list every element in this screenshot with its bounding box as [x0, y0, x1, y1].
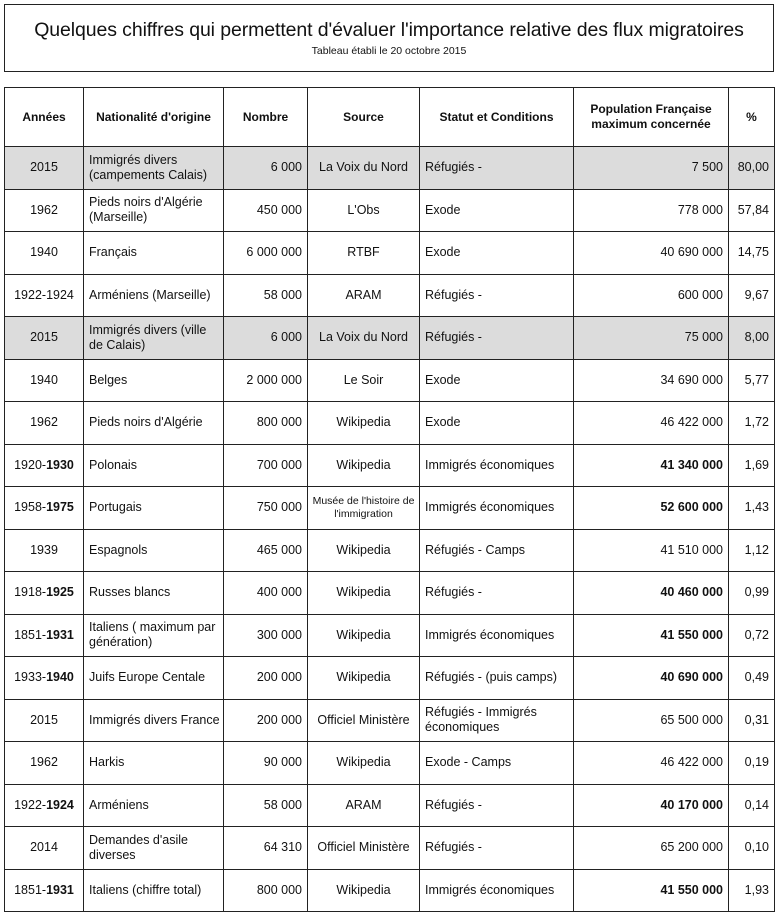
- cell-number: [224, 402, 308, 445]
- cell-population: [574, 232, 729, 275]
- table-header-row: [5, 88, 775, 147]
- cell-number: [224, 657, 308, 700]
- cell-number: [224, 147, 308, 190]
- table-row: [5, 657, 775, 700]
- cell-number: [224, 274, 308, 317]
- cell-source: [308, 529, 420, 572]
- cell-year: [5, 784, 84, 827]
- cell-year-start: 1962: [30, 755, 58, 770]
- cell-percent: [729, 869, 775, 912]
- table-row: [5, 742, 775, 785]
- cell-percent-text: 1,12: [744, 542, 769, 557]
- cell-number: [224, 784, 308, 827]
- cell-nationality: [84, 657, 224, 700]
- cell-status: [420, 232, 574, 275]
- cell-population-text: 46 422 000: [660, 755, 723, 770]
- cell-percent-text: 0,31: [744, 712, 769, 727]
- cell-nationality: [84, 274, 224, 317]
- cell-percent: [729, 189, 775, 232]
- cell-status: [420, 317, 574, 360]
- cell-source: [308, 827, 420, 870]
- table-row: [5, 614, 775, 657]
- cell-population-text: 65 500 000: [660, 712, 723, 727]
- cell-percent-text: 9,67: [744, 287, 769, 302]
- cell-status-text: Immigrés économiques: [425, 882, 555, 897]
- cell-population: [574, 359, 729, 402]
- cell-year: [5, 359, 84, 402]
- cell-population: [574, 784, 729, 827]
- table-row: [5, 869, 775, 912]
- cell-population: [574, 274, 729, 317]
- cell-source-text: Le Soir: [343, 372, 384, 387]
- cell-year-start: 1962: [30, 415, 58, 430]
- cell-percent: [729, 784, 775, 827]
- cell-percent-text: 1,72: [744, 415, 769, 430]
- cell-number-text: 465 000: [256, 542, 302, 557]
- cell-population-text: 65 200 000: [660, 840, 723, 855]
- cell-number: [224, 614, 308, 657]
- cell-source: [308, 359, 420, 402]
- cell-year: [5, 529, 84, 572]
- cell-nationality-text: Russes blancs: [89, 585, 171, 600]
- cell-year-end: 1931: [46, 627, 74, 642]
- cell-status: [420, 189, 574, 232]
- cell-nationality: [84, 529, 224, 572]
- cell-percent: [729, 359, 775, 402]
- table-row: [5, 827, 775, 870]
- cell-status: [420, 274, 574, 317]
- cell-number-text: 2 000 000: [246, 372, 302, 387]
- cell-number-text: 6 000 000: [246, 245, 302, 260]
- cell-population-text: 40 460 000: [660, 585, 723, 600]
- table-row: [5, 232, 775, 275]
- cell-nationality-text: Pieds noirs d'Algérie (Marseille): [89, 195, 203, 225]
- cell-source: [308, 487, 420, 530]
- cell-percent-text: 0,10: [744, 840, 769, 855]
- cell-source-text: Wikipedia: [336, 670, 391, 685]
- cell-year: [5, 869, 84, 912]
- table-row: [5, 572, 775, 615]
- cell-status: [420, 529, 574, 572]
- cell-status-text: Exode - Camps: [425, 755, 512, 770]
- cell-population: [574, 317, 729, 360]
- cell-percent-text: 0,49: [744, 670, 769, 685]
- cell-source-text: Wikipedia: [336, 585, 391, 600]
- cell-number: [224, 487, 308, 530]
- cell-year-end: 1975: [46, 500, 74, 515]
- cell-year-end: 1925: [46, 585, 74, 600]
- cell-population-text: 40 690 000: [660, 670, 723, 685]
- cell-number-text: 750 000: [256, 500, 302, 515]
- cell-number: [224, 869, 308, 912]
- cell-nationality-text: Harkis: [89, 755, 125, 770]
- cell-year: [5, 189, 84, 232]
- cell-nationality-text: Italiens (chiffre total): [89, 882, 202, 897]
- cell-year: [5, 657, 84, 700]
- table-row: [5, 784, 775, 827]
- table-row: [5, 699, 775, 742]
- cell-source-text: Officiel Ministère: [317, 712, 410, 727]
- cell-population-text: 41 340 000: [660, 457, 723, 472]
- cell-status: [420, 444, 574, 487]
- cell-percent-text: 57,84: [737, 202, 769, 217]
- cell-nationality: [84, 402, 224, 445]
- cell-percent: [729, 529, 775, 572]
- cell-status-text: Réfugiés -: [425, 160, 482, 175]
- cell-population: [574, 189, 729, 232]
- cell-nationality: [84, 147, 224, 190]
- cell-population: [574, 742, 729, 785]
- cell-source: [308, 784, 420, 827]
- cell-nationality: [84, 742, 224, 785]
- cell-status-text: Réfugiés - Camps: [425, 542, 526, 557]
- table-row: [5, 359, 775, 402]
- cell-status-text: Réfugiés - Immigrés économiques: [425, 705, 537, 735]
- cell-year-start: 1920-: [14, 457, 47, 472]
- cell-source: [308, 742, 420, 785]
- cell-number-text: 800 000: [256, 415, 302, 430]
- cell-year: [5, 699, 84, 742]
- cell-status-text: Exode: [425, 372, 461, 387]
- cell-source-text: Musée de l'histoire de l'immigration: [312, 494, 415, 520]
- cell-population-text: 34 690 000: [660, 372, 723, 387]
- cell-population: [574, 444, 729, 487]
- cell-percent: [729, 614, 775, 657]
- cell-status: [420, 402, 574, 445]
- page-subtitle: Tableau établi le 20 octobre 2015: [311, 45, 467, 57]
- cell-population-text: 52 600 000: [660, 500, 723, 515]
- cell-year-end: 1940: [46, 670, 74, 685]
- cell-year-start: 1922-: [14, 797, 47, 812]
- cell-nationality: [84, 487, 224, 530]
- cell-number-text: 700 000: [256, 457, 302, 472]
- cell-percent-text: 5,77: [744, 372, 769, 387]
- header-number: Nombre: [224, 88, 308, 147]
- cell-source: [308, 274, 420, 317]
- table-row: [5, 147, 775, 190]
- cell-percent-text: 1,69: [744, 457, 769, 472]
- header-percent: %: [729, 88, 775, 147]
- cell-population: [574, 699, 729, 742]
- cell-population: [574, 402, 729, 445]
- cell-year-start: 1922-1924: [14, 287, 74, 302]
- cell-nationality-text: Belges: [89, 372, 128, 387]
- cell-year-start: 2015: [30, 712, 58, 727]
- cell-status-text: Réfugiés -: [425, 330, 482, 345]
- cell-year-start: 1851-: [14, 882, 47, 897]
- cell-year-start: 2015: [30, 330, 58, 345]
- cell-status-text: Réfugiés - (puis camps): [425, 670, 557, 685]
- cell-source-text: Wikipedia: [336, 457, 391, 472]
- cell-status-text: Réfugiés -: [425, 840, 482, 855]
- cell-percent: [729, 317, 775, 360]
- cell-population-text: 41 510 000: [660, 542, 723, 557]
- table-row: [5, 317, 775, 360]
- cell-year: [5, 742, 84, 785]
- cell-status-text: Immigrés économiques: [425, 500, 555, 515]
- cell-population: [574, 572, 729, 615]
- header-status: Statut et Conditions: [420, 88, 574, 147]
- cell-status: [420, 742, 574, 785]
- cell-nationality-text: Français: [89, 245, 137, 260]
- cell-population: [574, 529, 729, 572]
- cell-percent-text: 0,99: [744, 585, 769, 600]
- cell-nationality: [84, 189, 224, 232]
- cell-number: [224, 359, 308, 402]
- cell-status-text: Exode: [425, 245, 461, 260]
- cell-population: [574, 614, 729, 657]
- cell-year-start: 1940: [30, 372, 58, 387]
- cell-number: [224, 189, 308, 232]
- cell-source-text: Officiel Ministère: [317, 840, 410, 855]
- cell-year: [5, 232, 84, 275]
- cell-status: [420, 147, 574, 190]
- cell-population-text: 40 690 000: [660, 245, 723, 260]
- cell-source-text: La Voix du Nord: [319, 160, 408, 175]
- cell-year-start: 1918-: [14, 585, 47, 600]
- cell-percent-text: 0,19: [744, 755, 769, 770]
- cell-status-text: Exode: [425, 202, 461, 217]
- cell-population: [574, 869, 729, 912]
- cell-year: [5, 274, 84, 317]
- cell-nationality-text: Polonais: [89, 457, 137, 472]
- cell-year: [5, 147, 84, 190]
- cell-nationality-text: Arméniens (Marseille): [89, 287, 211, 302]
- cell-nationality: [84, 614, 224, 657]
- cell-status: [420, 487, 574, 530]
- cell-source-text: Wikipedia: [336, 542, 391, 557]
- cell-percent-text: 1,93: [744, 882, 769, 897]
- migration-table: [4, 87, 775, 912]
- cell-source-text: Wikipedia: [336, 882, 391, 897]
- cell-population-text: 46 422 000: [660, 415, 723, 430]
- cell-year: [5, 317, 84, 360]
- cell-number-text: 90 000: [263, 755, 302, 770]
- cell-percent: [729, 572, 775, 615]
- cell-nationality-text: Espagnols: [89, 542, 148, 557]
- cell-year-start: 1940: [30, 245, 58, 260]
- cell-percent-text: 0,72: [744, 627, 769, 642]
- cell-number: [224, 699, 308, 742]
- header-population: Population Française maximum concernée: [574, 88, 729, 147]
- cell-source-text: RTBF: [347, 245, 380, 260]
- cell-year: [5, 614, 84, 657]
- cell-source: [308, 317, 420, 360]
- cell-population-text: 41 550 000: [660, 882, 723, 897]
- cell-nationality: [84, 869, 224, 912]
- cell-status-text: Réfugiés -: [425, 585, 482, 600]
- cell-source: [308, 189, 420, 232]
- cell-nationality: [84, 232, 224, 275]
- cell-year: [5, 487, 84, 530]
- table-body: [5, 147, 775, 912]
- cell-status: [420, 784, 574, 827]
- cell-nationality-text: Demandes d'asile diverses: [89, 832, 188, 862]
- table-row: [5, 274, 775, 317]
- cell-number-text: 200 000: [256, 712, 302, 727]
- cell-percent: [729, 827, 775, 870]
- cell-number-text: 58 000: [263, 797, 302, 812]
- cell-source-text: ARAM: [345, 797, 382, 812]
- cell-source: [308, 147, 420, 190]
- cell-year-end: 1924: [46, 797, 74, 812]
- cell-population: [574, 147, 729, 190]
- cell-number-text: 6 000: [270, 330, 302, 345]
- cell-status-text: Réfugiés -: [425, 797, 482, 812]
- cell-source: [308, 572, 420, 615]
- cell-source: [308, 699, 420, 742]
- cell-status: [420, 869, 574, 912]
- cell-percent-text: 14,75: [737, 245, 769, 260]
- cell-source: [308, 657, 420, 700]
- cell-status-text: Réfugiés -: [425, 287, 482, 302]
- cell-source-text: Wikipedia: [336, 755, 391, 770]
- cell-number: [224, 529, 308, 572]
- cell-nationality: [84, 359, 224, 402]
- page-title: Quelques chiffres qui permettent d'évaluer l'importance relative des flux migratoires: [34, 19, 744, 41]
- cell-year-start: 2015: [30, 160, 58, 175]
- cell-percent: [729, 232, 775, 275]
- cell-number: [224, 827, 308, 870]
- cell-percent: [729, 657, 775, 700]
- cell-year: [5, 402, 84, 445]
- cell-nationality-text: Immigrés divers France: [89, 712, 220, 727]
- cell-year-start: 2014: [30, 840, 58, 855]
- cell-percent-text: 1,43: [744, 500, 769, 515]
- cell-number-text: 300 000: [256, 627, 302, 642]
- cell-population: [574, 487, 729, 530]
- cell-source-text: Wikipedia: [336, 627, 391, 642]
- cell-number-text: 58 000: [263, 287, 302, 302]
- cell-nationality-text: Arméniens: [89, 797, 149, 812]
- cell-number: [224, 232, 308, 275]
- cell-number-text: 6 000: [270, 160, 302, 175]
- cell-year-start: 1933-: [14, 670, 47, 685]
- cell-nationality-text: Italiens ( maximum par génération): [89, 620, 216, 650]
- cell-number-text: 400 000: [256, 585, 302, 600]
- cell-status-text: Immigrés économiques: [425, 627, 555, 642]
- cell-year: [5, 827, 84, 870]
- cell-year-start: 1958-: [14, 500, 47, 515]
- cell-nationality-text: Portugais: [89, 500, 142, 515]
- cell-percent-text: 80,00: [737, 160, 769, 175]
- cell-source: [308, 614, 420, 657]
- cell-source-text: La Voix du Nord: [319, 330, 408, 345]
- cell-year-start: 1851-: [14, 627, 47, 642]
- cell-nationality-text: Pieds noirs d'Algérie: [89, 415, 203, 430]
- cell-nationality-text: Immigrés divers (ville de Calais): [89, 322, 207, 352]
- cell-status: [420, 657, 574, 700]
- header-nationality: Nationalité d'origine: [84, 88, 224, 147]
- cell-nationality: [84, 827, 224, 870]
- cell-population-text: 40 170 000: [660, 797, 723, 812]
- cell-status-text: Exode: [425, 415, 461, 430]
- cell-percent-text: 8,00: [744, 330, 769, 345]
- cell-population-text: 778 000: [677, 202, 723, 217]
- cell-percent: [729, 147, 775, 190]
- cell-status: [420, 359, 574, 402]
- cell-year-start: 1939: [30, 542, 58, 557]
- cell-population-text: 41 550 000: [660, 627, 723, 642]
- cell-population: [574, 657, 729, 700]
- cell-status: [420, 614, 574, 657]
- cell-status: [420, 827, 574, 870]
- table-row: [5, 189, 775, 232]
- cell-source: [308, 869, 420, 912]
- cell-percent: [729, 699, 775, 742]
- cell-population-text: 600 000: [677, 287, 723, 302]
- cell-year-end: 1930: [46, 457, 74, 472]
- cell-percent: [729, 444, 775, 487]
- cell-nationality: [84, 317, 224, 360]
- cell-percent: [729, 274, 775, 317]
- cell-number-text: 200 000: [256, 670, 302, 685]
- cell-nationality-text: Juifs Europe Centale: [89, 670, 206, 685]
- table-row: [5, 529, 775, 572]
- cell-nationality: [84, 699, 224, 742]
- cell-year: [5, 444, 84, 487]
- table-row: [5, 487, 775, 530]
- cell-number-text: 450 000: [256, 202, 302, 217]
- cell-number: [224, 444, 308, 487]
- cell-number-text: 800 000: [256, 882, 302, 897]
- cell-source-text: L'Obs: [347, 202, 380, 217]
- cell-population-text: 75 000: [684, 330, 723, 345]
- cell-year: [5, 572, 84, 615]
- cell-source-text: ARAM: [345, 287, 382, 302]
- cell-source-text: Wikipedia: [336, 415, 391, 430]
- cell-population-text: 7 500: [691, 160, 723, 175]
- cell-year-start: 1962: [30, 202, 58, 217]
- cell-percent: [729, 487, 775, 530]
- cell-source: [308, 232, 420, 275]
- cell-number: [224, 572, 308, 615]
- cell-nationality: [84, 784, 224, 827]
- cell-status: [420, 699, 574, 742]
- cell-source: [308, 444, 420, 487]
- cell-number: [224, 742, 308, 785]
- cell-percent: [729, 742, 775, 785]
- table-row: [5, 444, 775, 487]
- cell-number: [224, 317, 308, 360]
- cell-population: [574, 827, 729, 870]
- cell-status: [420, 572, 574, 615]
- header-years: Années: [5, 88, 84, 147]
- header-source: Source: [308, 88, 420, 147]
- title-box: [4, 4, 774, 72]
- cell-percent-text: 0,14: [744, 797, 769, 812]
- table-row: [5, 402, 775, 445]
- cell-number-text: 64 310: [263, 840, 302, 855]
- cell-nationality: [84, 444, 224, 487]
- cell-status-text: Immigrés économiques: [425, 457, 555, 472]
- cell-nationality: [84, 572, 224, 615]
- cell-source: [308, 402, 420, 445]
- cell-nationality-text: Immigrés divers (campements Calais): [89, 152, 208, 182]
- cell-year-end: 1931: [46, 882, 74, 897]
- cell-percent: [729, 402, 775, 445]
